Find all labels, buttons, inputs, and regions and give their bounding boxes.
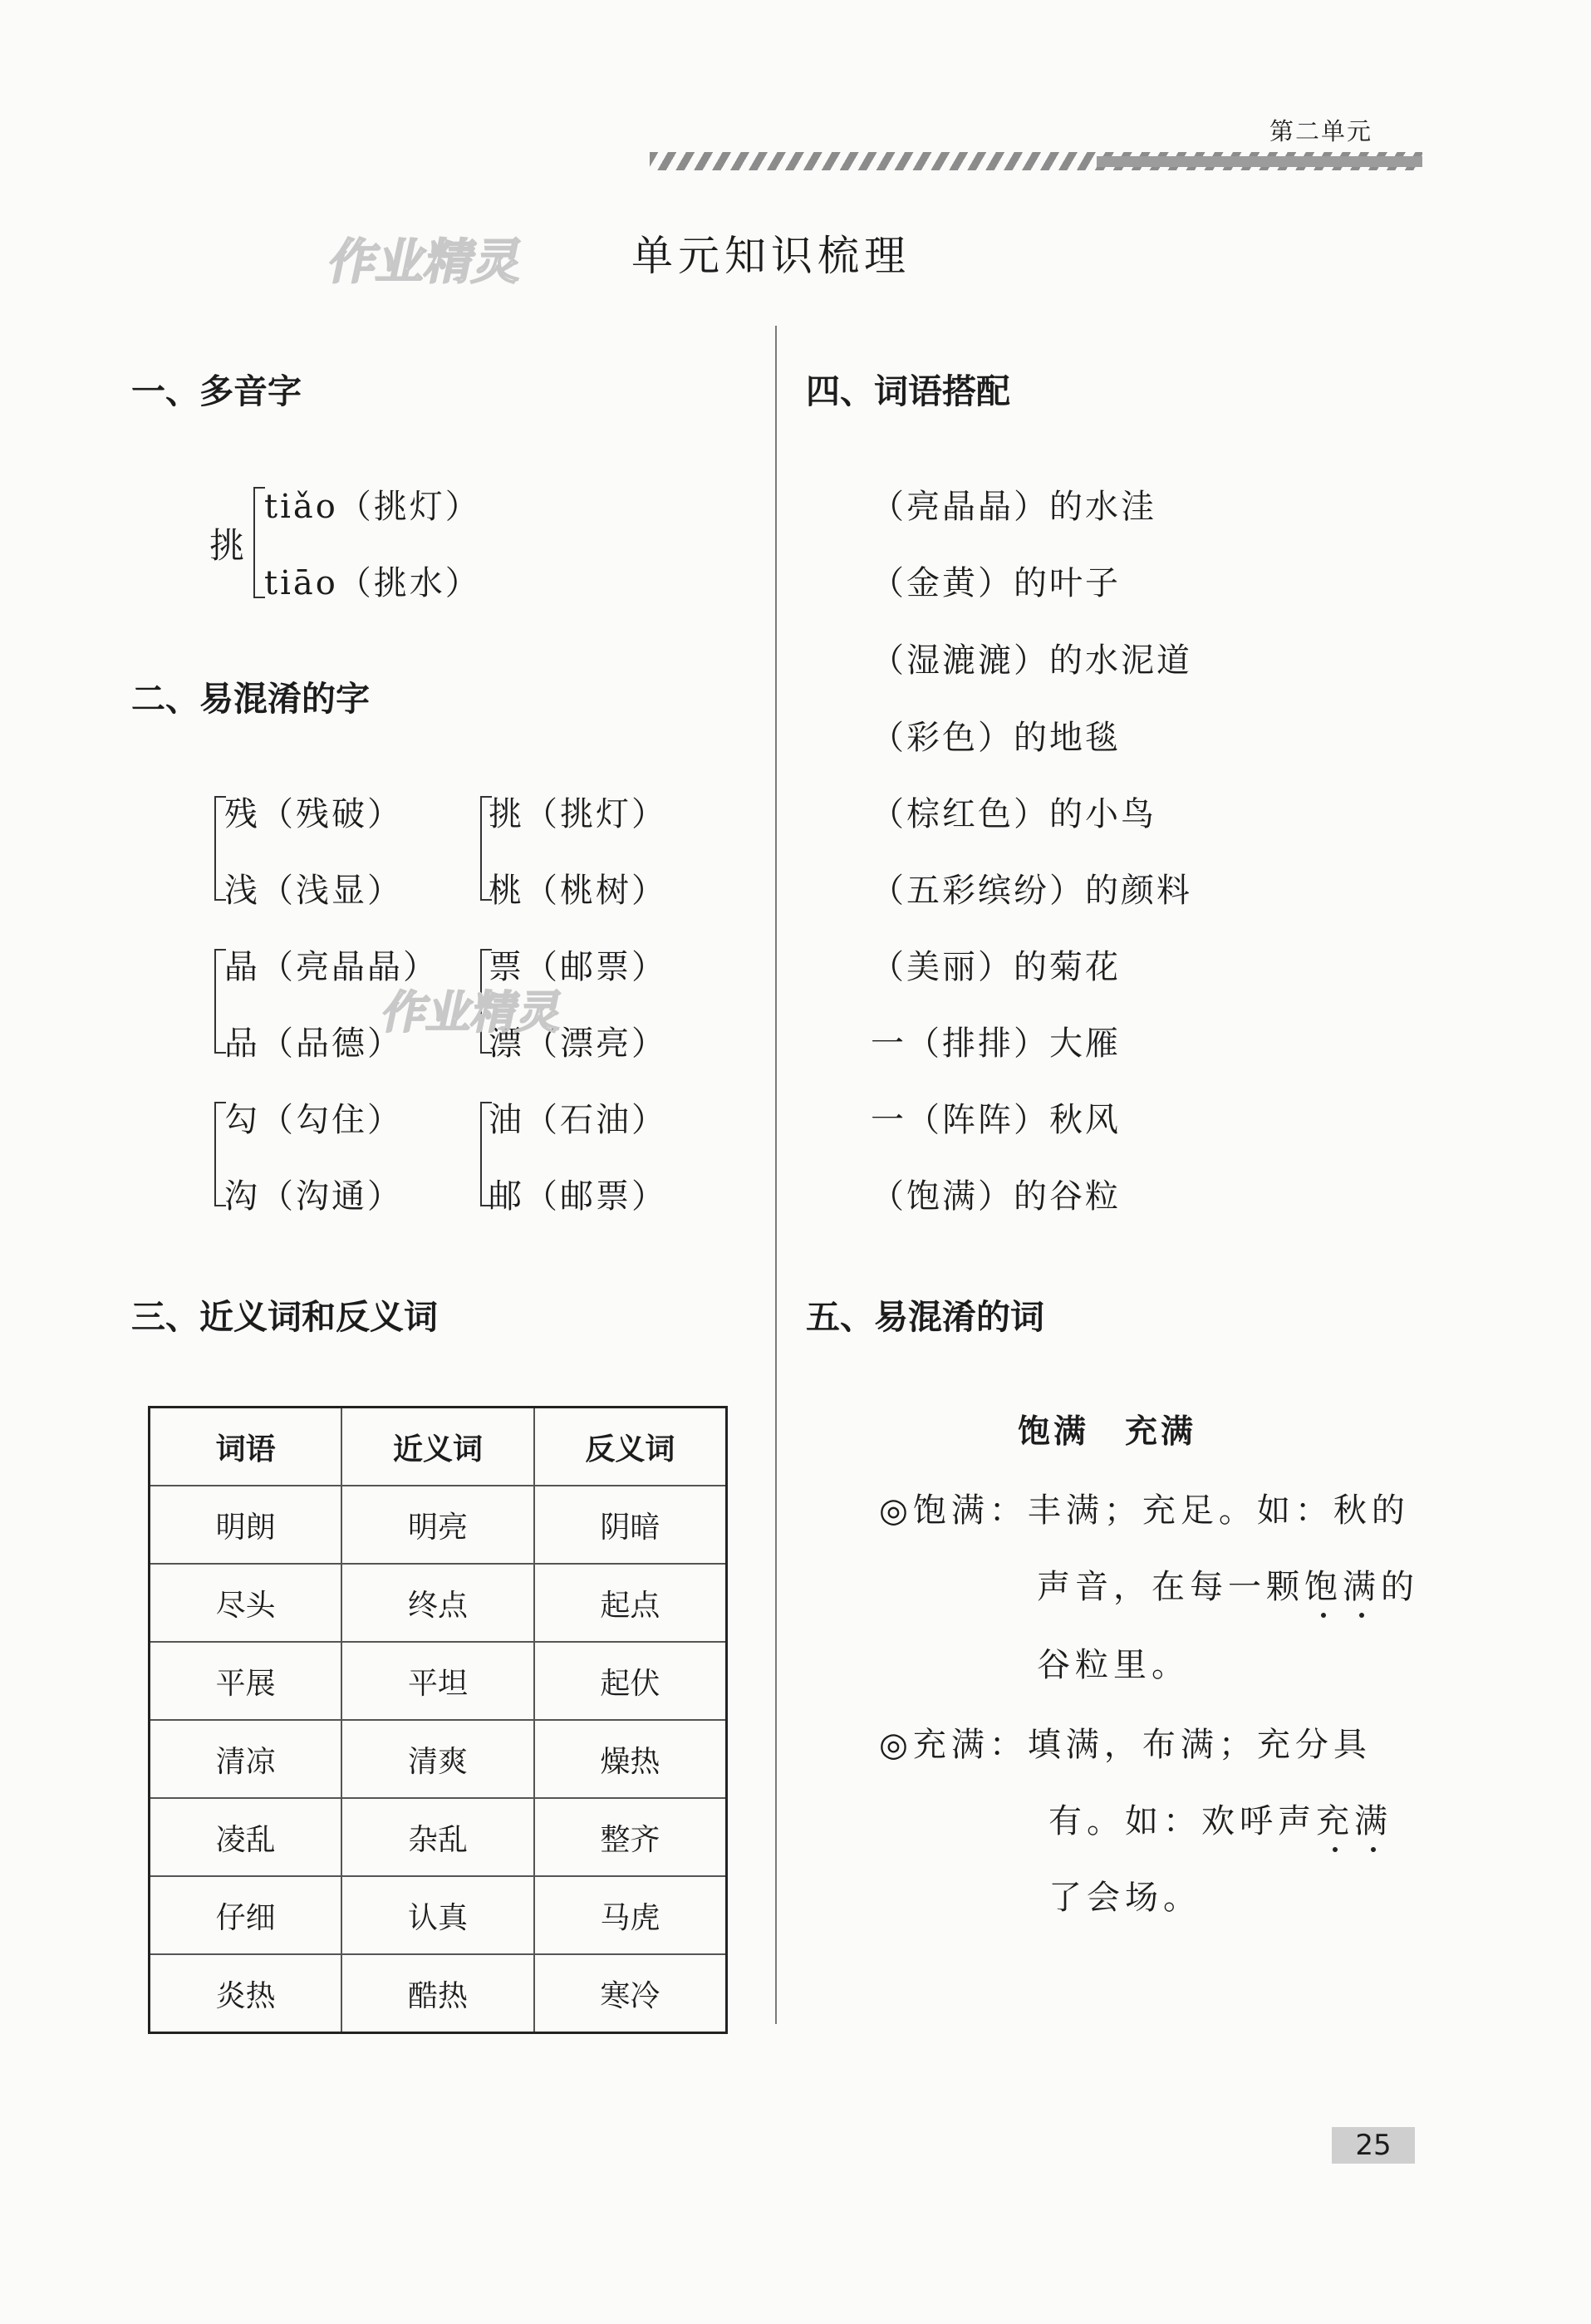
section5-heading: 五、易混淆的词 — [806, 1297, 1044, 1337]
header-decoration-bar — [1097, 156, 1422, 167]
table-cell: 尽头 — [150, 1564, 342, 1642]
table-cell: 平坦 — [341, 1642, 533, 1720]
definition-1-line-2 — [1037, 1560, 1419, 1608]
definition-2-line-1: ◎充满：填满，布满；充分具 — [879, 1726, 1372, 1764]
collocation-item: 一（阵阵）秋风 — [871, 1101, 1121, 1139]
watermark-logo: 作业精灵 — [377, 986, 568, 1039]
reading-2: tiāo（挑水） — [264, 564, 481, 602]
table-cell: 明亮 — [341, 1486, 533, 1564]
page-title: 单元知识梳理 — [631, 232, 911, 280]
unit-label: 第二单元 — [1269, 117, 1373, 145]
table-header-row — [150, 1408, 727, 1486]
section3-heading: 三、近义词和反义词 — [131, 1297, 438, 1337]
definition-2-line-3: 了会场。 — [1048, 1879, 1201, 1917]
table-row — [150, 1642, 727, 1720]
watermark-logo: 作业精灵 — [323, 233, 529, 290]
table-cell: 起伏 — [534, 1642, 727, 1720]
table-cell: 整齐 — [534, 1798, 727, 1876]
table-cell: 起点 — [534, 1564, 727, 1642]
confusable-char: 桃（桃树） — [489, 872, 667, 910]
brace — [253, 487, 265, 598]
definition-2-line-2 — [1048, 1795, 1392, 1842]
collocation-item: （湿漉漉）的水泥道 — [871, 641, 1192, 680]
table-cell: 燥热 — [534, 1720, 727, 1798]
emphasis-char: 满 — [1343, 1568, 1381, 1606]
emphasis-char: 满 — [1354, 1802, 1392, 1840]
definition-text: 的 — [1381, 1568, 1419, 1606]
confusable-char: 品（品德） — [224, 1024, 403, 1063]
collocation-item: 一（排排）大雁 — [871, 1024, 1121, 1063]
table-cell: 终点 — [341, 1564, 533, 1642]
collocation-item: （美丽）的菊花 — [871, 948, 1121, 986]
table-cell: 马虎 — [534, 1876, 727, 1954]
section1-heading: 一、多音字 — [131, 371, 302, 411]
confusable-char: 沟（沟通） — [224, 1177, 403, 1216]
table-cell: 杂乱 — [341, 1798, 533, 1876]
confusable-char: 残（残破） — [224, 795, 403, 833]
word-pair-title: 饱满 充满 — [1018, 1413, 1197, 1451]
collocation-item: （彩色）的地毯 — [871, 719, 1121, 757]
confusable-char: 油（石油） — [489, 1101, 667, 1139]
table-cell: 平展 — [150, 1642, 342, 1720]
confusable-char: 勾（勾住） — [224, 1101, 403, 1139]
column-header: 近义词 — [341, 1408, 533, 1486]
confusable-char: 邮（邮票） — [489, 1177, 667, 1216]
table-cell: 清爽 — [341, 1720, 533, 1798]
confusable-char: 票（邮票） — [489, 948, 667, 986]
emphasis-char: 饱 — [1304, 1568, 1343, 1606]
table-cell: 凌乱 — [150, 1798, 342, 1876]
section4-heading: 四、词语搭配 — [806, 371, 1010, 411]
confusable-char: 挑（挑灯） — [489, 795, 667, 833]
table-row — [150, 1564, 727, 1642]
table-row — [150, 1876, 727, 1954]
page-number: 25 — [1332, 2127, 1415, 2164]
collocation-item: （金黄）的叶子 — [871, 564, 1121, 602]
polyphone-char: 挑 — [209, 525, 248, 566]
collocation-item: （棕红色）的小鸟 — [871, 795, 1156, 833]
section2-heading: 二、易混淆的字 — [131, 679, 370, 719]
table-row — [150, 1798, 727, 1876]
table-cell: 炎热 — [150, 1954, 342, 2033]
table-row — [150, 1720, 727, 1798]
table-cell: 认真 — [341, 1876, 533, 1954]
table-cell: 阴暗 — [534, 1486, 727, 1564]
table-cell: 清凉 — [150, 1720, 342, 1798]
column-header: 词语 — [150, 1408, 342, 1486]
table-cell: 仔细 — [150, 1876, 342, 1954]
table-cell: 寒冷 — [534, 1954, 727, 2033]
reading-1: tiǎo（挑灯） — [264, 488, 481, 526]
definition-text: 有。如：欢呼声 — [1048, 1802, 1316, 1840]
table-cell: 酷热 — [341, 1954, 533, 2033]
column-header: 反义词 — [534, 1408, 727, 1486]
emphasis-char: 充 — [1316, 1802, 1354, 1840]
table-row — [150, 1486, 727, 1564]
collocation-item: （饱满）的谷粒 — [871, 1177, 1121, 1216]
confusable-char: 漂（漂亮） — [489, 1024, 667, 1063]
collocation-item: （亮晶晶）的水洼 — [871, 488, 1156, 526]
table-row — [150, 1954, 727, 2033]
synonym-antonym-table — [148, 1406, 728, 2034]
definition-text: 声音，在每一颗 — [1037, 1568, 1304, 1606]
confusable-char: 晶（亮晶晶） — [224, 948, 439, 986]
collocation-item: （五彩缤纷）的颜料 — [871, 872, 1192, 910]
definition-1-line-1: ◎饱满：丰满；充足。如：秋的 — [879, 1491, 1410, 1530]
definition-1-line-3: 谷粒里。 — [1037, 1646, 1190, 1684]
confusable-char: 浅（浅显） — [224, 872, 403, 910]
table-cell: 明朗 — [150, 1486, 342, 1564]
column-divider — [775, 326, 777, 2024]
